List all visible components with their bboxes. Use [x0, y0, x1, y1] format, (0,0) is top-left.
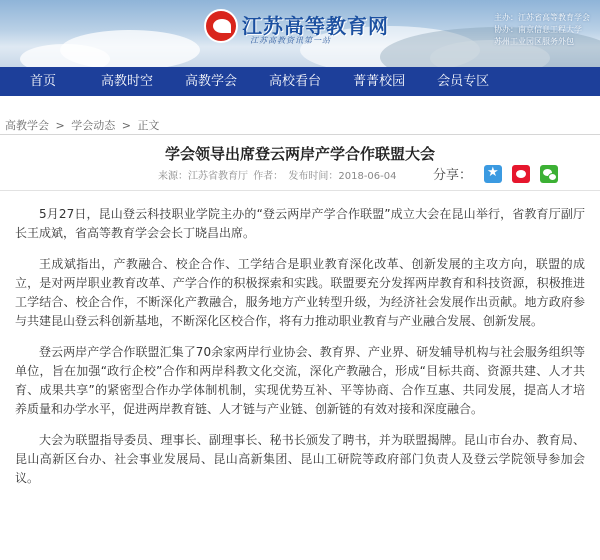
article-paragraph: 大会为联盟指导委员、理事长、副理事长、秘书长颁发了聘书，并为联盟揭牌。昆山市台办、教育局、昆山高新区台办、社会事业发展局、昆山高新集团、昆山工研院等政府部门负责人及登云学院领导参加会议。	[15, 433, 585, 485]
article-paragraph: 登云两岸产学合作联盟汇集了70余家两岸行业协会、教育界、产业界、研发辅导机构与社会服务组织等单位，旨在加强“政行企校”合作和两岸科教文化交流，深化产教融合，形成“目标共商、资源共建、人才共育、成果共享”的紧密型合作办学体制机制，实现优势互补、平等协商、合作互惠、共同发展，提高人才培养质量和办学水平，促进两岸教育链、人才链与产业链、创新链的有效对接和深度融合。	[15, 345, 585, 416]
organizer-item: 主办：江苏省高等教育学会	[494, 13, 590, 22]
organizer-list	[494, 12, 590, 48]
share-bar	[433, 164, 568, 183]
article-meta	[158, 167, 399, 182]
breadcrumb-divider	[0, 134, 600, 135]
meta-divider	[0, 190, 600, 191]
banner-cloud	[20, 44, 110, 67]
article-title: 学会领导出席登云两岸产学合作联盟大会	[164, 145, 435, 163]
weibo-icon[interactable]	[512, 165, 530, 183]
wechat-icon[interactable]	[540, 165, 558, 183]
breadcrumb	[5, 117, 159, 133]
article-paragraph: 王成斌指出，产教融合、校企合作、工学结合是职业教育深化改革、创新发展的主攻方向，联盟的成立，是对两岸职业教育改革、产学合作的积极探索和实践。联盟要充分发挥两岸教育和科技资源，积极推进工学结合、校企合作，不断深化产教融合，服务地方产业转型升级，为经济社会发展作出贡献。地方政府参与共建昆山登云科创新基地，不断深化区校合作，将有力推动职业教育与产业融合发展、创新发展。	[15, 257, 585, 328]
nav-item-higher-edu-space[interactable]: 高教时空	[101, 74, 154, 89]
nav-item-home[interactable]: 首页	[30, 74, 57, 89]
article-body	[5, 205, 595, 500]
share-label: 分享：	[433, 168, 473, 183]
nav-item-member-zone[interactable]: 会员专区	[437, 74, 490, 89]
organizer-item: 协办：南京信息工程大学	[494, 25, 582, 34]
article-source: 来源：江苏省教育厅	[158, 171, 248, 182]
nav-item-campus-view[interactable]: 高校看台	[269, 74, 322, 89]
breadcrumb-item-news[interactable]: 学会动态	[71, 119, 116, 132]
organizer-item: 苏州工业园区服务外包	[494, 37, 574, 46]
breadcrumb-item-association[interactable]: 高教学会	[5, 119, 49, 132]
main-nav	[0, 67, 600, 96]
article-paragraph: 5月27日，昆山登云科技职业学院主办的“登云两岸产学合作联盟”成立大会在昆山举行，省教育厅副厅长王成斌，省高等教育学会会长丁晓昌出席。	[15, 207, 585, 240]
article-published: 发布时间：2018-06-04	[288, 171, 397, 182]
breadcrumb-separator: >	[121, 119, 131, 132]
site-logo-icon[interactable]	[204, 9, 238, 43]
breadcrumb-item-current: 正文	[137, 119, 160, 132]
nav-item-campus-life[interactable]: 菁菁校园	[353, 74, 406, 89]
qzone-icon[interactable]	[484, 165, 502, 183]
breadcrumb-separator: >	[55, 119, 65, 132]
article-author: 作者：	[253, 171, 284, 182]
site-banner	[0, 0, 600, 67]
nav-item-association[interactable]: 高教学会	[185, 74, 238, 89]
site-slogan: 江苏高教资讯第一站	[250, 36, 331, 45]
site-title[interactable]: 江苏高等教育网	[242, 14, 389, 38]
